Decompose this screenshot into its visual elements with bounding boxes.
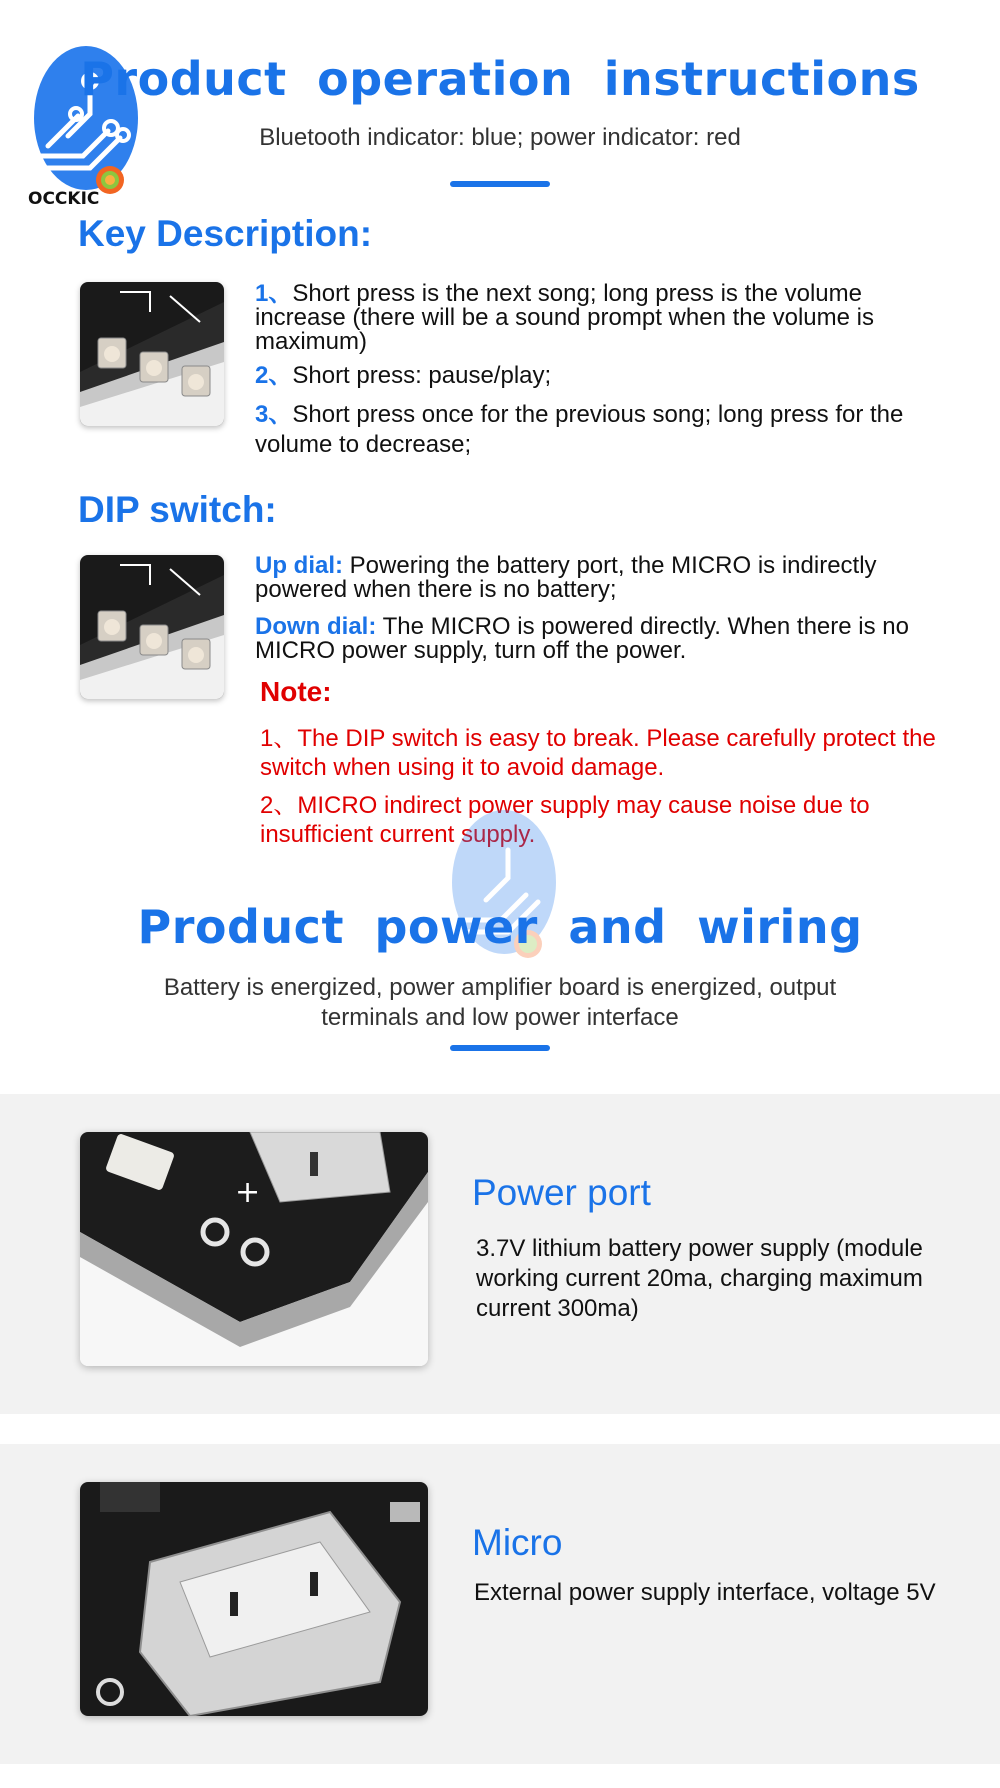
operation-title: Product operation instructions bbox=[80, 52, 920, 106]
key-item-2-number: 2、 bbox=[255, 362, 293, 389]
dip-down-label: Down dial: bbox=[255, 613, 377, 640]
dip-down-text: The MICRO is powered directly. When there is no MICRO power supply, turn off the power. bbox=[255, 613, 909, 664]
note-title: Note: bbox=[260, 676, 332, 707]
key-item-1-number: 1、 bbox=[255, 280, 293, 307]
keys-board-photo bbox=[80, 282, 224, 426]
note-item-1: 1、The DIP switch is easy to break. Please carefully protect the switch when using it to avoid damage. bbox=[260, 725, 936, 781]
divider-top bbox=[450, 181, 550, 187]
micro-photo bbox=[80, 1482, 428, 1716]
note-item-2: 2、MICRO indirect power supply may cause noise due to insufficient current supply. bbox=[260, 792, 870, 848]
svg-text:+: + bbox=[235, 1175, 261, 1210]
divider-bottom bbox=[450, 1045, 550, 1051]
dip-up-text: Powering the battery port, the MICRO is indirectly powered when there is no battery; bbox=[255, 552, 877, 603]
key-item-3-text: Short press once for the previous song; long press for the volume to decrease; bbox=[255, 401, 904, 458]
power-port-heading: Power port bbox=[472, 1172, 651, 1213]
svg-text:OCCKIC: OCCKIC bbox=[28, 189, 100, 209]
operation-subtitle: Bluetooth indicator: blue; power indicator: red bbox=[259, 124, 741, 151]
key-description-heading: Key Description: bbox=[78, 213, 373, 254]
dip-up-label: Up dial: bbox=[255, 552, 343, 579]
power-port-text: 3.7V lithium battery power supply (module working current 20ma, charging maximum current 300ma) bbox=[476, 1235, 923, 1322]
dip-board-photo bbox=[80, 555, 224, 699]
micro-heading: Micro bbox=[472, 1522, 563, 1563]
key-item-1-text: Short press is the next song; long press is the volume increase (there will be a sound prompt when the volume is maximum) bbox=[255, 280, 874, 355]
dip-down-dial bbox=[255, 615, 935, 663]
key-item-1 bbox=[255, 282, 935, 354]
key-item-3 bbox=[255, 400, 935, 460]
key-item-2-text: Short press: pause/play; bbox=[292, 362, 552, 389]
wiring-title: Product power and wiring bbox=[137, 900, 863, 954]
micro-text: External power supply interface, voltage 5V bbox=[474, 1579, 936, 1606]
dip-up-dial bbox=[255, 554, 935, 602]
power-port-photo bbox=[80, 1132, 428, 1366]
dip-switch-heading: DIP switch: bbox=[78, 489, 277, 530]
key-item-2 bbox=[255, 364, 935, 388]
micro-panel bbox=[0, 1444, 1000, 1764]
key-item-3-number: 3、 bbox=[255, 401, 293, 428]
wiring-subtitle: Battery is energized, power amplifier board is energized, output terminals and low power interface bbox=[163, 974, 837, 1031]
power-port-panel bbox=[0, 1094, 1000, 1414]
